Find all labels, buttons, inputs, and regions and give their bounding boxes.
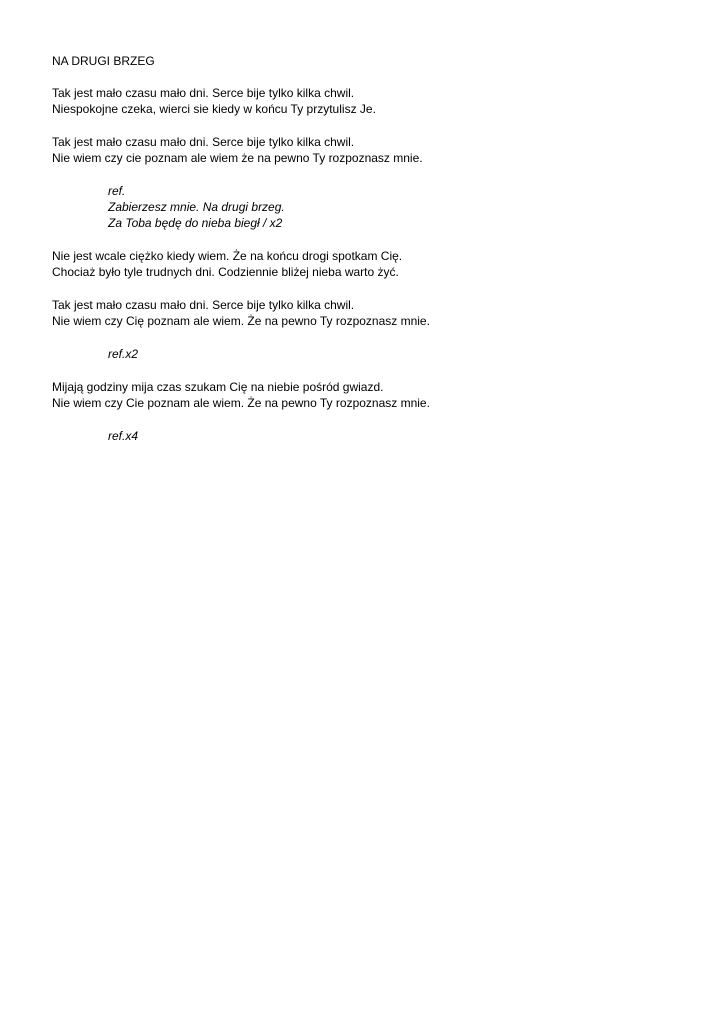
refrain-repeat-x4	[108, 428, 692, 444]
song-title: NA DRUGI BRZEG	[52, 54, 155, 68]
stanza-line: Chociaż było tyle trudnych dni. Codziennie bliżej nieba warto żyć.	[52, 265, 399, 279]
stanza-1	[52, 85, 692, 117]
stanza-line: Nie wiem czy cie poznam ale wiem że na pewno Ty rozpoznasz mnie.	[52, 151, 423, 165]
stanza-line: Nie wiem czy Cię poznam ale wiem. Że na pewno Ty rozpoznasz mnie.	[52, 314, 430, 328]
stanza-2	[52, 134, 692, 166]
stanza-4	[52, 297, 692, 329]
stanza-line: Tak jest mało czasu mało dni. Serce bije tylko kilka chwil.	[52, 135, 355, 149]
stanza-5	[52, 379, 692, 411]
stanza-line: Nie wiem czy Cie poznam ale wiem. Że na pewno Ty rozpoznasz mnie.	[52, 396, 430, 410]
refrain-label: ref.	[108, 184, 126, 198]
stanza-line: Niespokojne czeka, wierci sie kiedy w końcu Ty przytulisz Je.	[52, 102, 376, 116]
stanza-line: Tak jest mało czasu mało dni. Serce bije tylko kilka chwil.	[52, 298, 355, 312]
stanza-line: Tak jest mało czasu mało dni. Serce bije tylko kilka chwil.	[52, 86, 355, 100]
refrain-repeat-x2	[108, 346, 692, 362]
refrain-repeat-label: ref.x4	[108, 429, 139, 443]
stanza-line: Mijają godziny mija czas szukam Cię na niebie pośród gwiazd.	[52, 380, 384, 394]
refrain-line: Za Toba będę do nieba biegł / x2	[108, 216, 283, 230]
stanza-line: Nie jest wcale ciężko kiedy wiem. Że na końcu drogi spotkam Cię.	[52, 249, 403, 263]
refrain	[108, 183, 692, 231]
refrain-line: Zabierzesz mnie. Na drugi brzeg.	[108, 200, 285, 214]
stanza-3	[52, 248, 692, 280]
refrain-repeat-label: ref.x2	[108, 347, 139, 361]
document-page	[52, 53, 692, 461]
